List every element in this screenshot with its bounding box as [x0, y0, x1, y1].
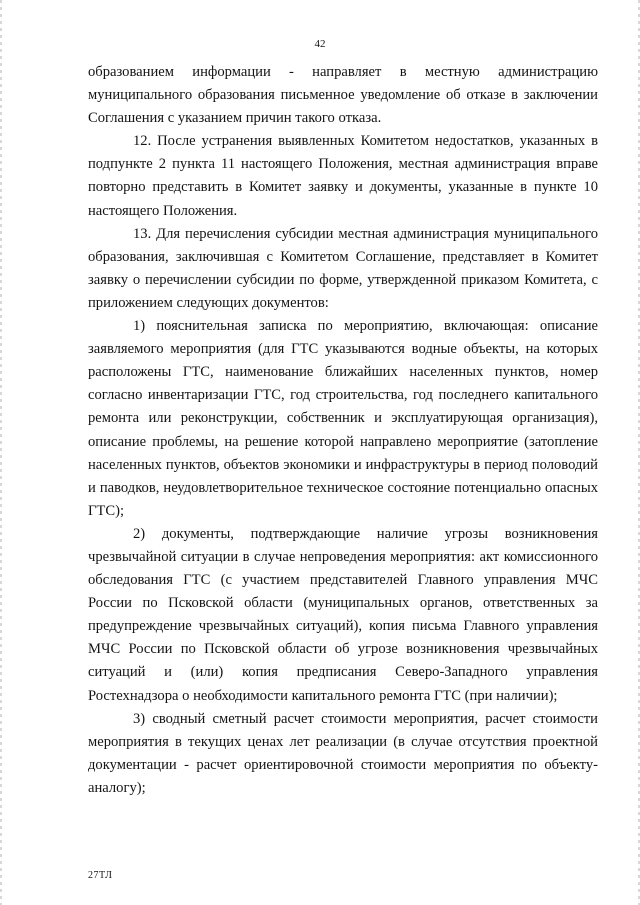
- paragraph-item-12: 12. После устранения выявленных Комитетом недостатков, указанных в подпункте 2 пункта 11 настоящего Положения, местная администрация вправе повторно представить в Комитет заявку и документы, указанные в пункте 10 настоящего Положения.: [88, 133, 598, 219]
- subitem-1-explanatory-note: 1) пояснительная записка по мероприятию, включающая: описание заявляемого мероприятия (для ГТС указываются водные объекты, на которых расположены ГТС, наименование ближайших населенных пунктов, номер согласно инвентаризации ГТС, год строительства, год последнего капитального ремонта или реконструкции, собственник и эксплуатирующая организация), описание проблемы, на решение которой направлено мероприятие (затопление населенных пунктов, объектов экономики и инфраструктуры в период половодий и паводков, неудовлетворительное техническое состояние потенциально опасных ГТС);: [88, 318, 598, 519]
- document-body: [88, 61, 598, 800]
- footer-document-code: 27ТЛ: [88, 870, 113, 881]
- page-number: 42: [314, 38, 326, 50]
- subitem-2-threat-documents: 2) документы, подтверждающие наличие угрозы возникновения чрезвычайной ситуации в случае непроведения мероприятия: акт комиссионного обследования ГТС (с участием представителей Главного управления МЧС России по Псковской области (муниципальных органов, ответственных за предупреждение чрезвычайных ситуаций), копия письма Главного управления МЧС России по Псковской области об угрозе возникновения чрезвычайных ситуаций и (или) копия предписания Северо-Западного управления Ростехнадзора о необходимости капитального ремонта ГТС (при наличии);: [88, 525, 598, 704]
- paragraph-continuation: образованием информации - направляет в местную администрацию муниципального образования письменное уведомление об отказе в заключении Соглашения с указанием причин такого отказа.: [88, 64, 598, 127]
- subitem-3-cost-estimate: 3) сводный сметный расчет стоимости мероприятия, расчет стоимости мероприятия в текущих ценах лет реализации (в случае отсутствия проектной документации - расчет ориентировочной стоимости мероприятия по объекту-аналогу);: [88, 710, 598, 796]
- paragraph-item-13: 13. Для перечисления субсидии местная администрация муниципального образования, заключившая с Комитетом Соглашение, представляет в Комитет заявку о перечислении субсидии по форме, утвержденной приказом Комитета, с приложением следующих документов:: [88, 225, 598, 311]
- left-binding-edge: [0, 0, 2, 905]
